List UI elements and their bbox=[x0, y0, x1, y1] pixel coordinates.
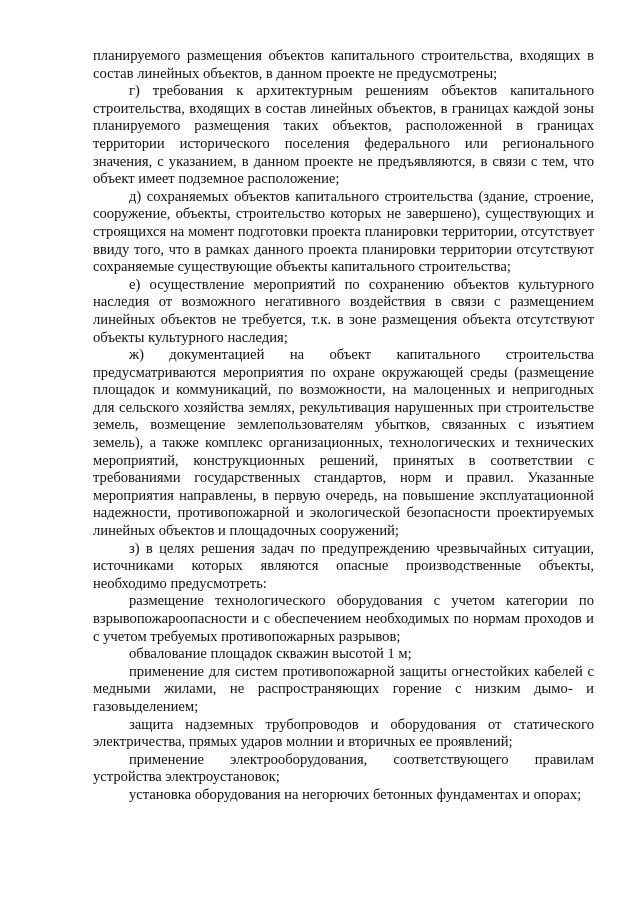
measure-fire-cables: применение для систем противопожарной защиты огнестойких кабелей с медными жилами, не распространяющих горение с низким дымо- и газовыделением; bbox=[93, 663, 594, 715]
paragraph-item-g: г) требования к архитектурным решениям объектов капитального строительства, входящих в состав линейных объектов, в границах каждой зоны планируемого размещения таких объектов, расположенной в границах территории исторического поселения федерального или регионального значения, с указанием, в данном проекте не предъявляются, в связи с тем, что объект имеет подземное расположение; bbox=[93, 83, 594, 188]
measure-equipment-placement: размещение технологического оборудования с учетом категории по взрывопожароопасности и с обеспечением необходимых по нормам проходов и с учетом требуемых противопожарных разрывов; bbox=[93, 593, 594, 645]
measure-static-protection: защита надземных трубопроводов и оборудования от статического электричества, прямых ударов молнии и вторичных ее проявлений; bbox=[93, 716, 594, 751]
measure-foundations: установка оборудования на негорючих бетонных фундаментах и опорах; bbox=[129, 786, 582, 803]
paragraph-item-e: е) осуществление мероприятий по сохранению объектов культурного наследия от возможного негативного воздействия в связи с размещением линейных объектов не требуется, т.к. в зоне размещения объекта отсутствуют объекты культурного наследия; bbox=[93, 276, 594, 346]
measure-electrical-equipment: применение электрооборудования, соответствующего правилам устройства электроустановок; bbox=[93, 751, 594, 786]
paragraph-item-zh: ж) документацией на объект капитального строительства предусматриваются мероприятия по охране окружающей среды (размещение площадок и коммуникаций, по возможности, на малоценных и непригодных для сельского хозяйства землях, рекультивация нарушенных при строительстве земель, возмещение землепользователям убытков, связанных с изъятием земель), а также комплекс организационных, технологических и технических мероприятий, конструкционных решений, принятых в соответствии с требованиями государственных стандартов, норм и правил. Указанные мероприятия направлены, в первую очередь, на повышение эксплуатационной надежности, противопожарной и экологической безопасности проектируемых линейных объектов и площадочных сооружений; bbox=[93, 347, 594, 540]
paragraph-item-d: д) сохраняемых объектов капитального строительства (здание, строение, сооружение, объекты, строительство которых не завершено), существующих и строящихся на момент подготовки проекта планировки территории, отсутствует ввиду того, что в рамках данного проекта планировки территории отсутствуют сохраняемые существующие объекты капитального строительства; bbox=[93, 188, 594, 276]
measure-embankment: обвалование площадок скважин высотой 1 м; bbox=[129, 646, 412, 663]
paragraph-item-z: з) в целях решения задач по предупреждению чрезвычайных ситуации, источниками которых являются опасные производственные объекты, необходимо предусмотреть: bbox=[93, 540, 594, 592]
document-page bbox=[93, 48, 594, 805]
paragraph-continuation: планируемого размещения объектов капитального строительства, входящих в состав линейных объектов, в данном проекте не предусмотрены; bbox=[93, 48, 594, 82]
